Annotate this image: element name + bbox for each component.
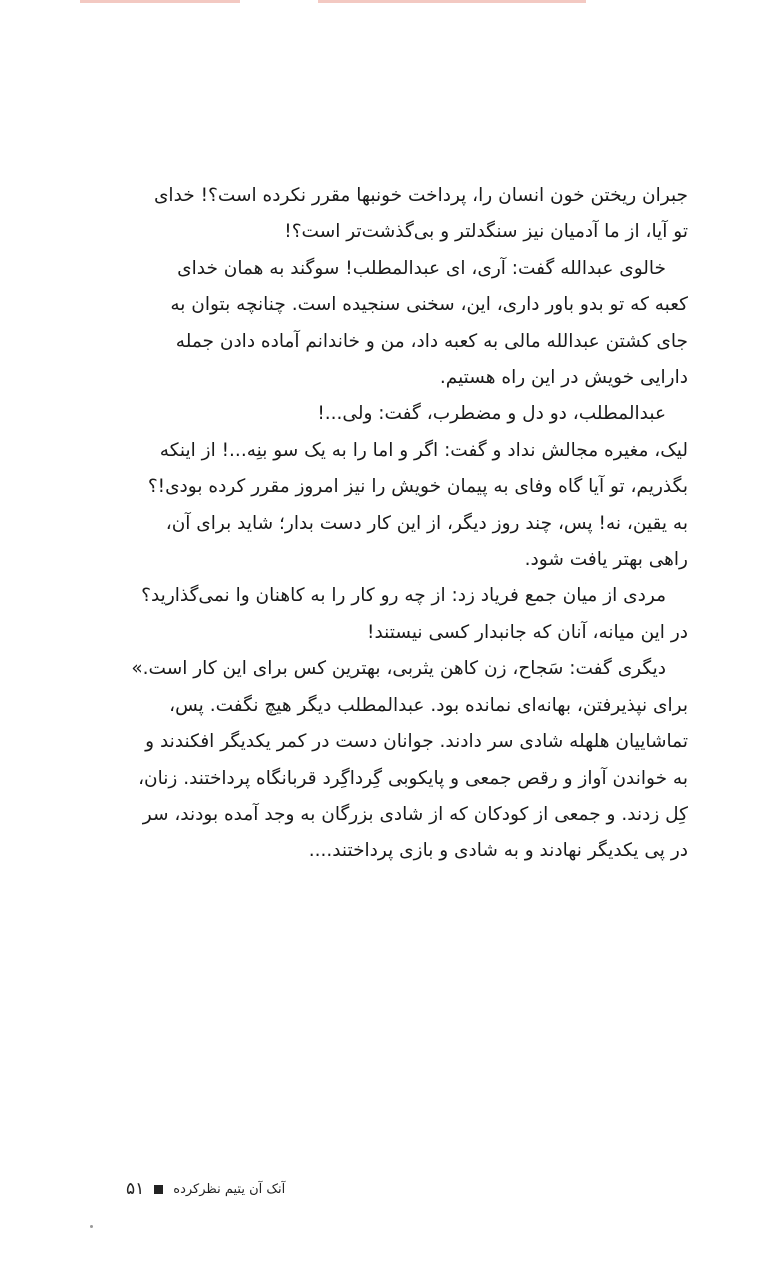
page-footer [126,1175,285,1203]
text-line: به یقین، نه! پس، چند روز دیگر، از این کار دست بدار؛ شاید برای آن، [165,512,688,534]
text-line: تماشاییان هلهله شادی سر دادند. جوانان دست در کمر یکدیگر افکندند و [145,731,688,753]
text-line: کِل زدند. و جمعی از کودکان که از شادی بزرگان به وجد آمده بودند، سر [142,803,688,825]
text-line: راهی بهتر یافت شود. [524,549,688,571]
page-number: ۵۱ [126,1179,145,1199]
text-line: تو آیا، از ما آدمیان نیز سنگدلتر و بی‌گذشت‌تر است؟! [284,221,688,243]
text-line: به خواندن آواز و رقص جمعی و پایکوبی گِرداگِرد قربانگاه پرداختند. زنان، [138,767,688,789]
running-title: آنک آن یتیم نظرکرده [173,1181,286,1197]
top-strip-left [80,0,240,3]
text-line: جای کشتن عبدالله مالی به کعبه داد، من و خاندانم آماده دادن جمله [175,330,688,352]
text-line: در پی یکدیگر نهادند و به شادی و بازی پرداختند.... [308,840,688,862]
text-line: عبدالمطلب، دو دل و مضطرب، گفت: ولی...! [317,403,666,425]
text-line: کعبه که تو بدو باور داری، این، سخنی سنجیده است. چنانچه بتوان به [170,294,688,316]
text-line: در این میانه، آنان که جانبدار کسی نیستند! [367,621,688,643]
body-text [92,178,688,870]
square-ornament-icon [154,1185,163,1194]
text-line: لیک، مغیره مجالش نداد و گفت: اگر و اما را به یک سو بنِه...! از اینکه [159,439,688,461]
top-strip-right [318,0,586,3]
text-line: بگذریم، تو آیا گاه وفای به پیمان خویش را نیز امروز مقرر کرده بودی!؟ [147,476,688,498]
text-line: مردی از میان جمع فریاد زد: از چه رو کار را به کاهنان وا نمی‌گذارید؟ [141,585,666,607]
dot-mark [90,1225,93,1228]
text-line: دیگری گفت: سَجاح، زن کاهن یثربی، بهترین کس برای این کار است.» [131,658,666,680]
text-line: دارایی خویش در این راه هستیم. [439,367,688,389]
text-line: برای نپذیرفتن، بهانه‌ای نمانده بود. عبدالمطلب دیگر هیچ نگفت. پس، [169,694,688,716]
text-line: جبران ریختن خون انسان را، پرداخت خونبها مقرر نکرده است؟! خدای [153,185,688,206]
text-line: خالوی عبدالله گفت: آری، ای عبدالمطلب! سوگند به همان خدای [177,257,666,279]
